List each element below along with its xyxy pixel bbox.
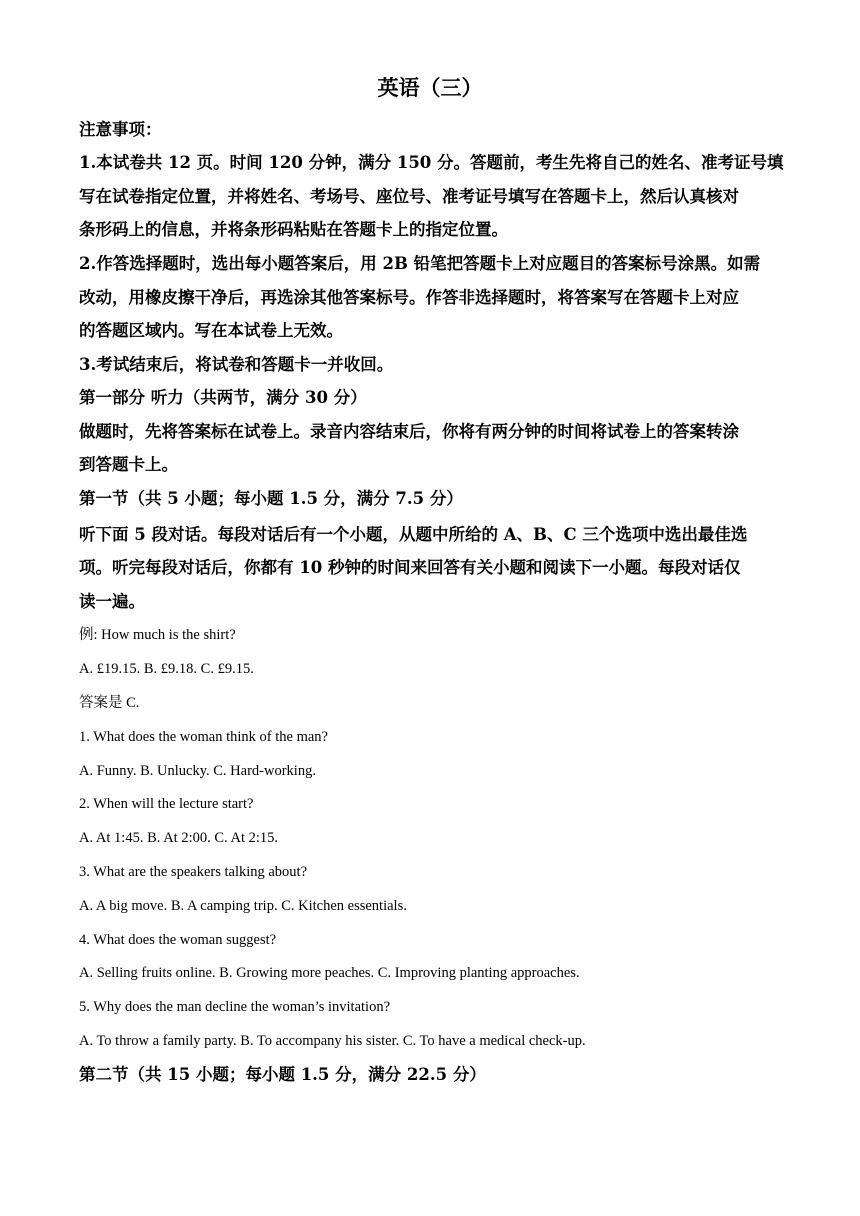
example-answer: 答案是 C. (79, 695, 140, 711)
question-options: A. Selling fruits online. B. Growing more peaches. C. Improving planting approaches. (79, 965, 580, 981)
part1-heading: 第一部分 听力（共两节，满分 30 分） (79, 388, 367, 407)
section1-instruction-line: 读一遍。 (79, 592, 145, 611)
question-options: A. At 1:45. B. At 2:00. C. At 2:15. (79, 830, 278, 846)
question-options: A. Funny. B. Unlucky. C. Hard-working. (79, 763, 316, 779)
question-text: 3. What are the speakers talking about? (79, 864, 308, 880)
example-question: 例: How much is the shirt? (79, 627, 236, 643)
notice-line: 的答题区域内。写在本试卷上无效。 (79, 321, 343, 340)
question-text: 1. What does the woman think of the man? (79, 729, 328, 745)
page-title: 英语（三） (377, 75, 483, 100)
notice-line: 1.本试卷共 12 页。时间 120 分钟，满分 150 分。答题前，考生先将自己的姓名、准考证号填 (79, 153, 784, 172)
section1-instruction-line: 听下面 5 段对话。每段对话后有一个小题，从题中所给的 A、B、C 三个选项中选出最佳选 (79, 525, 748, 544)
notice-line: 3.考试结束后，将试卷和答题卡一并收回。 (79, 355, 394, 374)
question-options: A. A big move. B. A camping trip. C. Kitchen essentials. (79, 898, 407, 914)
question-text: 5. Why does the man decline the woman’s invitation? (79, 999, 391, 1015)
notice-line: 写在试卷指定位置，并将姓名、考场号、座位号、准考证号填写在答题卡上，然后认真核对 (79, 187, 739, 206)
section1-heading: 第一节（共 5 小题；每小题 1.5 分，满分 7.5 分） (79, 489, 463, 508)
notice-line: 条形码上的信息，并将条形码粘贴在答题卡上的指定位置。 (79, 220, 508, 239)
notice-line: 改动，用橡皮擦干净后，再选涂其他答案标号。作答非选择题时，将答案写在答题卡上对应 (79, 288, 739, 307)
example-options: A. £19.15. B. £9.18. C. £9.15. (79, 661, 254, 677)
question-options: A. To throw a family party. B. To accompany his sister. C. To have a medical check-up. (79, 1033, 586, 1049)
part1-intro-line: 做题时，先将答案标在试卷上。录音内容结束后，你将有两分钟的时间将试卷上的答案转涂 (79, 422, 739, 441)
question-text: 4. What does the woman suggest? (79, 932, 277, 948)
question-text: 2. When will the lecture start? (79, 796, 254, 812)
section2-heading: 第二节（共 15 小题；每小题 1.5 分，满分 22.5 分） (79, 1065, 486, 1084)
notice-heading: 注意事项： (79, 120, 162, 139)
part1-intro-line: 到答题卡上。 (79, 455, 178, 474)
notice-line: 2.作答选择题时，选出每小题答案后，用 2B 铅笔把答题卡上对应题目的答案标号涂黑。如需 (79, 254, 761, 273)
section1-instruction-line: 项。听完每段对话后，你都有 10 秒钟的时间来回答有关小题和阅读下一小题。每段对话仅 (79, 558, 741, 577)
